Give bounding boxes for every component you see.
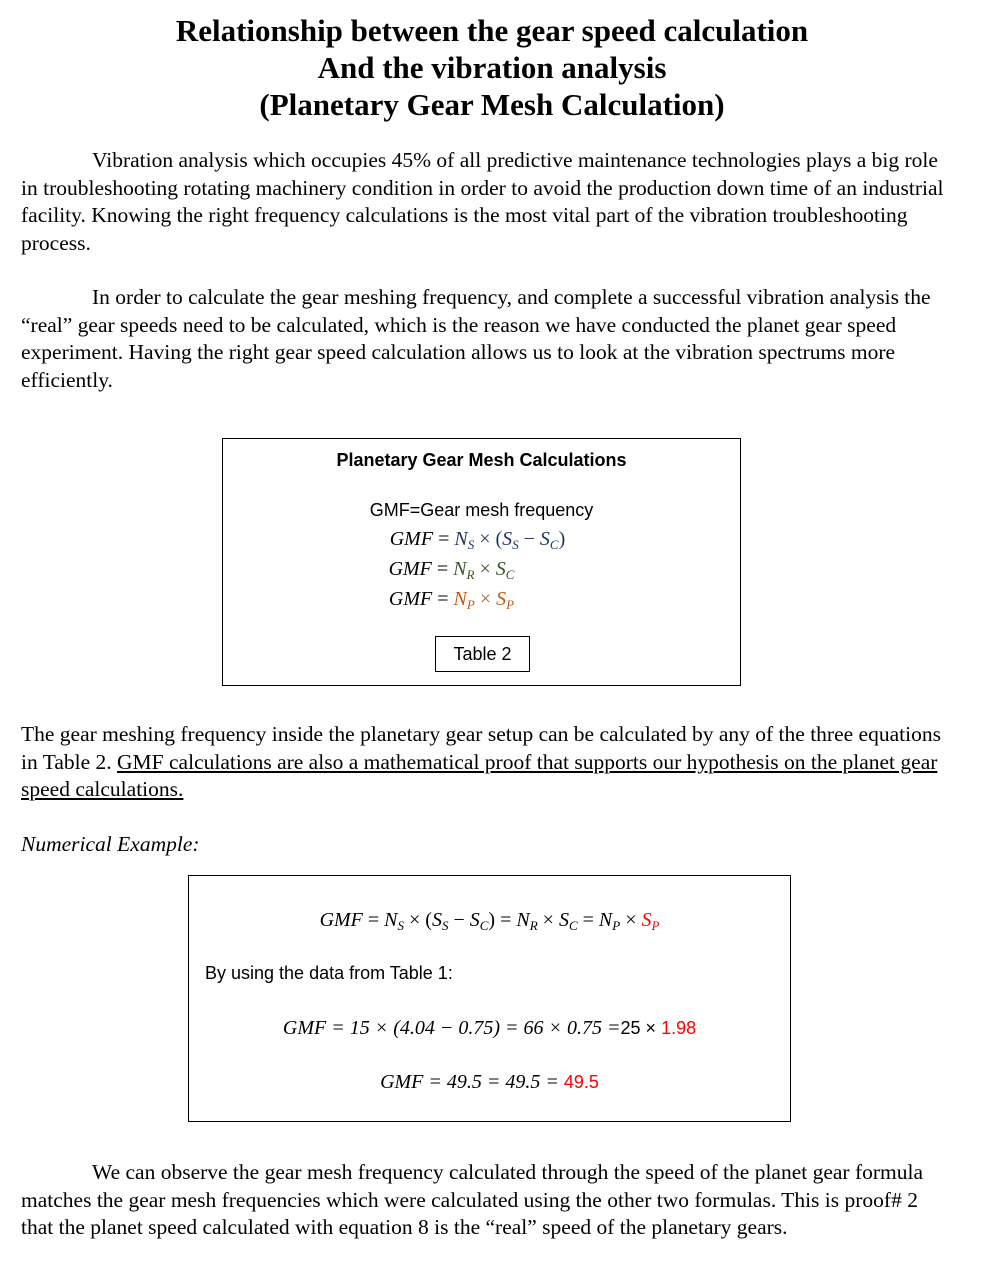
- calc-red-value: 1.98: [661, 1018, 697, 1038]
- data-source-line: By using the data from Table 1:: [205, 963, 453, 983]
- title-line-1: Relationship between the gear speed calculation: [175, 13, 809, 48]
- equation-ring: GMF = $N_R \times S_C$: [388, 558, 515, 582]
- table2-box: [222, 438, 741, 686]
- gmf-paragraph-text: The gear meshing frequency inside the planetary gear setup can be calculated by any of the three equations in Table 2.: [21, 722, 941, 774]
- page-title: [0, 12, 984, 123]
- table2-heading: Planetary Gear Mesh Calculations: [336, 450, 627, 470]
- table2-caption: Table 2: [435, 636, 530, 672]
- result-red-value: 49.5: [563, 1072, 599, 1092]
- gmf-definition: GMF=Gear mesh frequency: [369, 500, 594, 520]
- numeric-result: [189, 1071, 790, 1094]
- gmf-paragraph: [21, 721, 951, 804]
- title-line-2: And the vibration analysis: [317, 50, 667, 85]
- numerical-example-label: Numerical Example:: [21, 832, 200, 856]
- title-line-3: (Planetary Gear Mesh Calculation): [259, 87, 725, 122]
- calc-main: GMF = 15 × (4.04 − 0.75) = 66 × 0.75 =: [282, 1017, 621, 1039]
- intro-paragraph: Vibration analysis which occupies 45% of all predictive maintenance technologies plays a big role in troubleshooting rotating machinery condition in order to avoid the production down time of an industrial facility. Knowing the right frequency calculations is the most vital part of the vibration troubleshooting process.: [21, 148, 944, 255]
- gmf-paragraph-underlined: GMF calculations are also a mathematical proof that supports our hypothesis on the planet gear speed calculations.: [21, 749, 938, 801]
- equation-sun: GMF = $N_S \times (S_S - S_C)$: [389, 528, 566, 552]
- calc-tail: 25 ×: [620, 1018, 662, 1038]
- example-box: [188, 875, 791, 1122]
- equation-planet: GMF = $N_P \times S_P$: [388, 588, 515, 612]
- numeric-calculation: [189, 1017, 790, 1040]
- conclusion-paragraph: We can observe the gear mesh frequency calculated through the speed of the planet gear formula matches the gear mesh frequencies which were calculated using the other two formulas. This is proof# 2 that the planet speed calculated with equation 8 is the “real” speed of the planetary gears.: [21, 1160, 924, 1239]
- purpose-paragraph: In order to calculate the gear meshing frequency, and complete a successful vibration analysis the “real” gear speeds need to be calculated, which is the reason we have conducted the planet gear speed experiment. Having the right gear speed calculation allows us to look at the vibration spectrums more efficiently.: [21, 285, 931, 392]
- result-main: GMF = 49.5 = 49.5 =: [380, 1071, 564, 1093]
- combined-equation: GMF = $N_S \times (S_S - S_C) = N_R \times S_C = N_P \times S_P$: [319, 909, 660, 933]
